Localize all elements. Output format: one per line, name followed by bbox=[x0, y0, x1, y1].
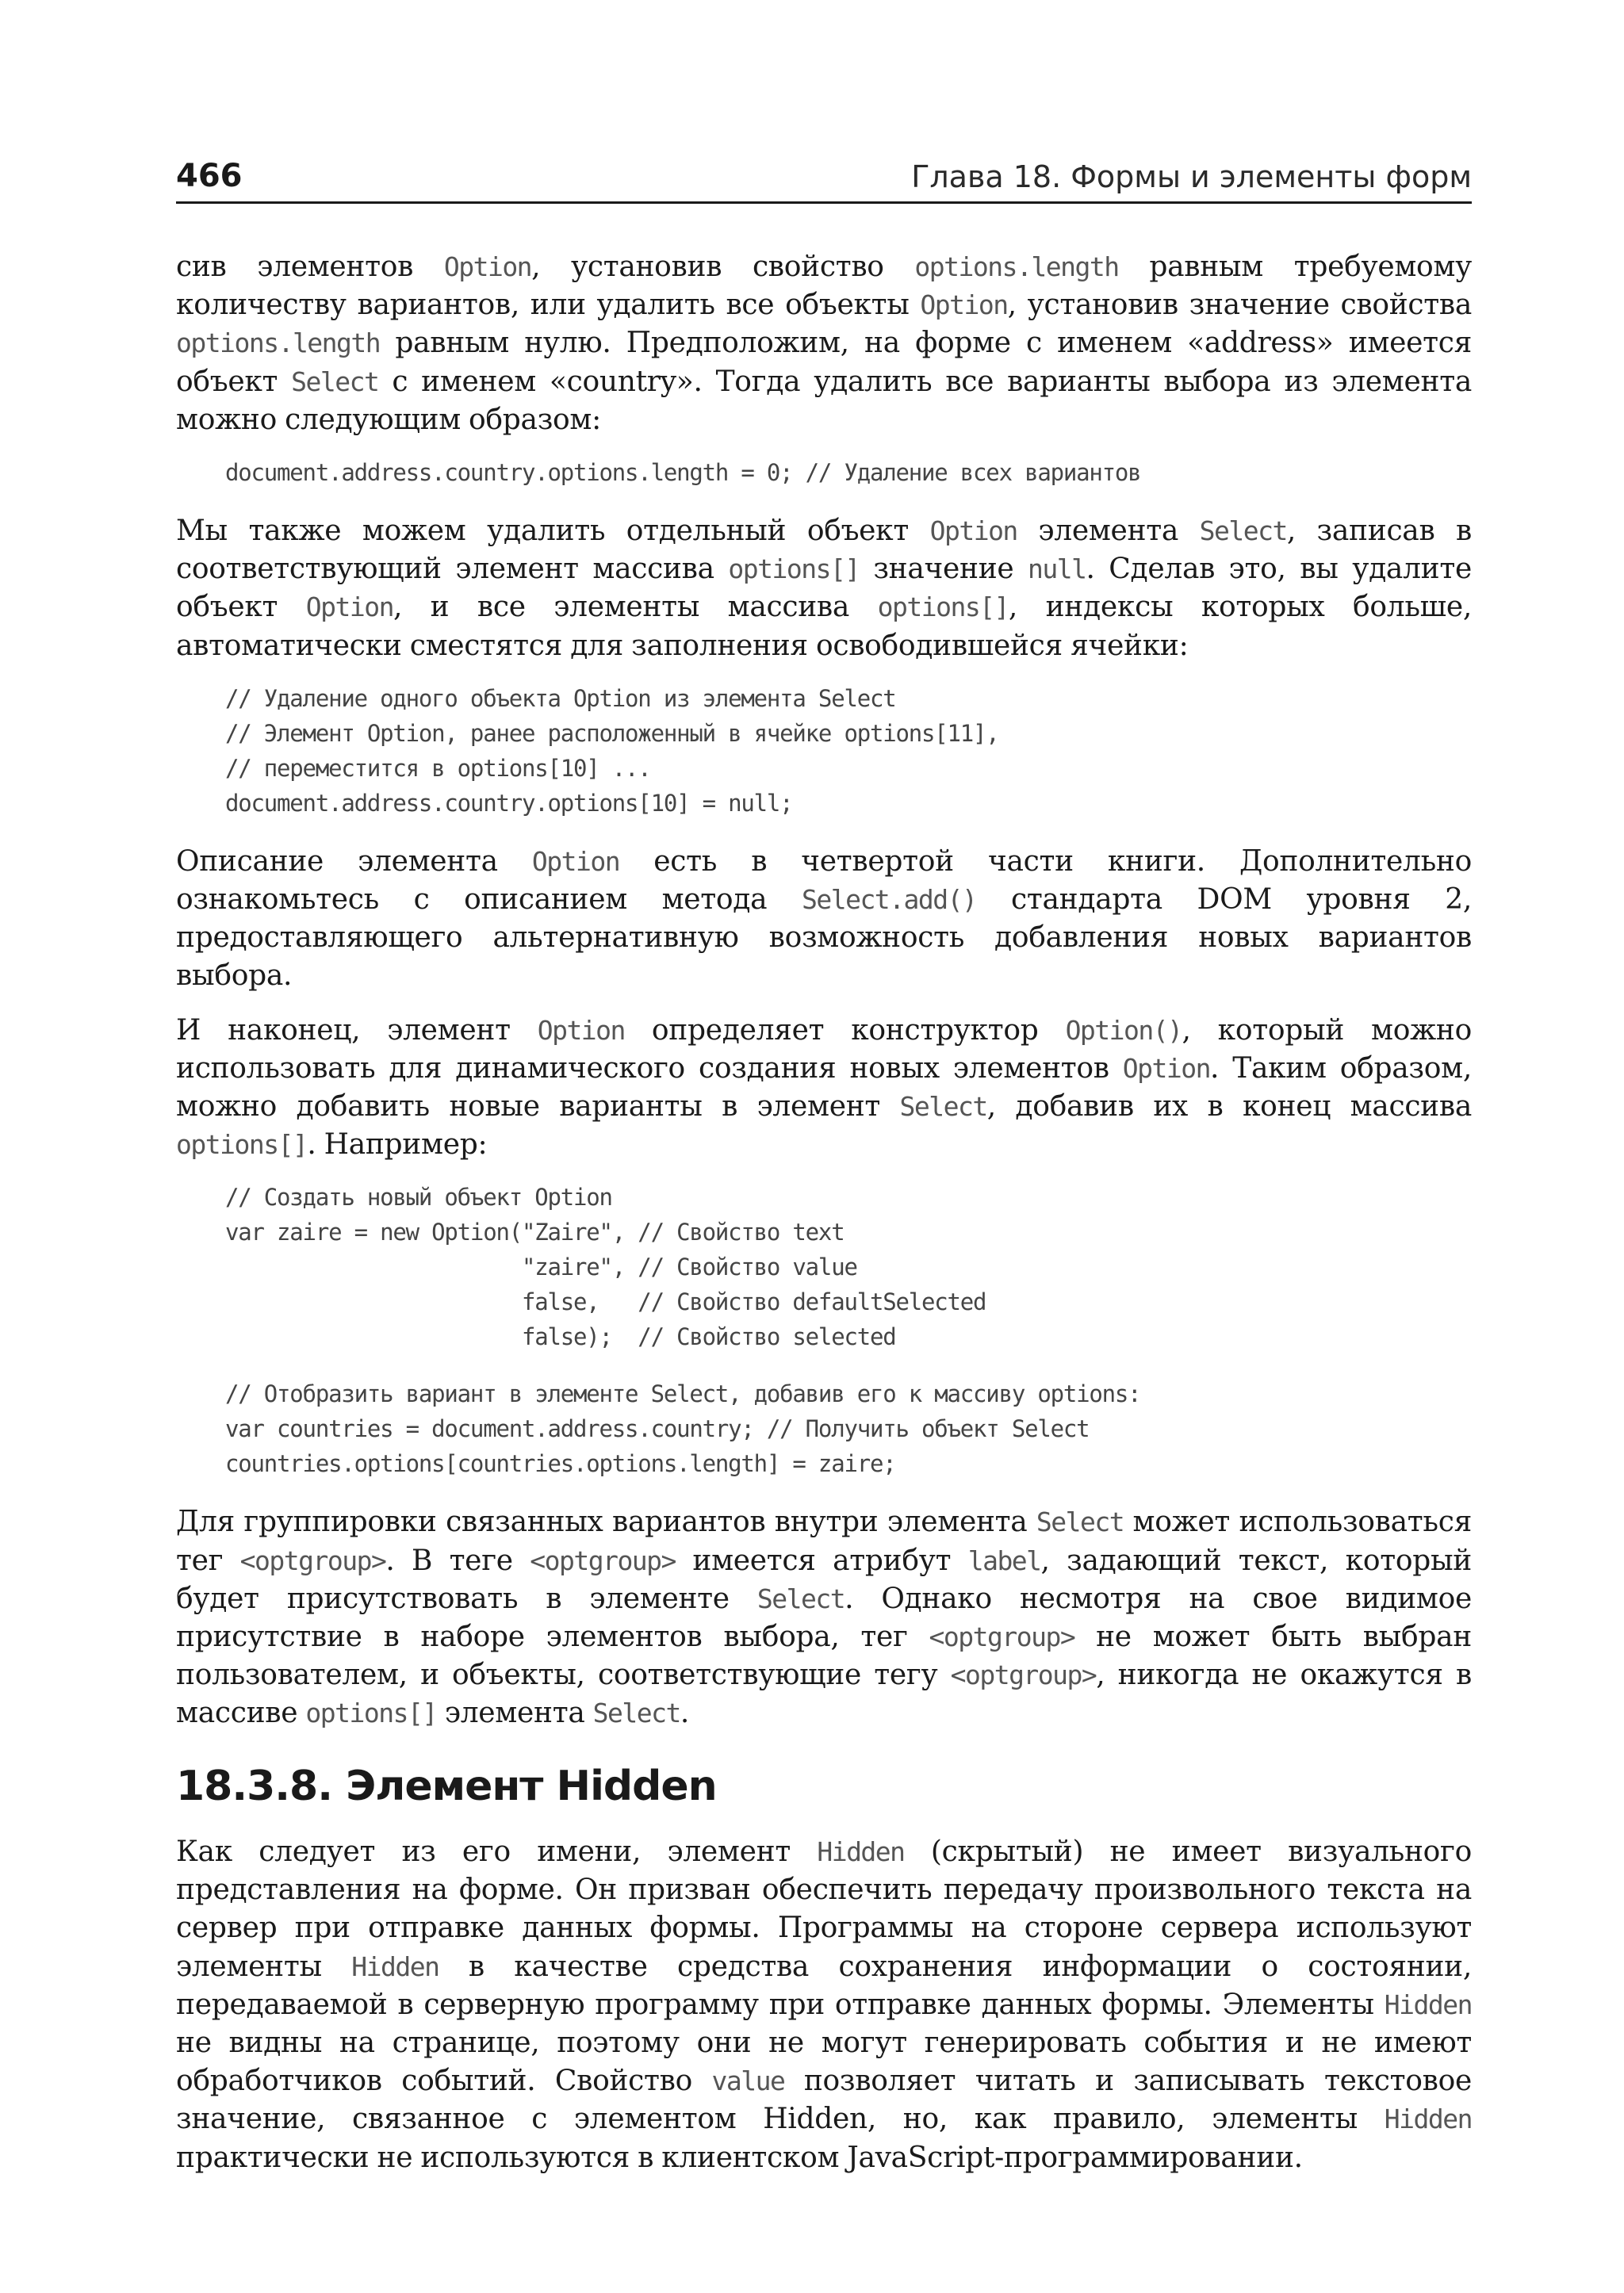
text-run: значение bbox=[859, 553, 1028, 586]
inline-code: Hidden bbox=[1384, 1989, 1472, 2020]
text-run: . Сделав это, вы удалите объект bbox=[176, 553, 1472, 624]
inline-code: Hidden bbox=[1384, 2104, 1472, 2135]
text-run: Мы также можем удалить отдельный объект bbox=[176, 515, 930, 548]
paragraph-optgroup bbox=[176, 1503, 1472, 1732]
inline-code: Select.add() bbox=[801, 884, 977, 916]
text-run: . Однако несмотря на свое видимое присутствие в наборе элементов выбора, тег bbox=[176, 1582, 1472, 1654]
text-run: не может быть выбран пользователем, и объекты, соответствующие тегу bbox=[176, 1621, 1472, 1692]
inline-code: <optgroup> bbox=[530, 1545, 676, 1576]
text-run: элемента bbox=[436, 1697, 593, 1730]
inline-code: Option() bbox=[1065, 1014, 1182, 1046]
inline-code: Select bbox=[899, 1091, 987, 1123]
code-delete-single-option: // Удаление одного объекта Option из элемента Select // Элемент Option, ранее расположенный в ячейке options[11], // переместится в options[10] ... document.address.country.options[10] = null; bbox=[225, 684, 999, 817]
page-body bbox=[176, 248, 1472, 2177]
book-page bbox=[176, 144, 1472, 2193]
inline-code: Hidden bbox=[817, 1836, 905, 1868]
inline-code: options.length bbox=[914, 251, 1119, 282]
text-run: . Таким образом, можно добавить новые варианты в элемент bbox=[176, 1051, 1472, 1124]
text-run: сив элементов bbox=[176, 251, 444, 283]
text-run: Для группировки связанных вариантов внутри элемента bbox=[176, 1506, 1036, 1539]
inline-code: <optgroup> bbox=[950, 1659, 1097, 1691]
inline-code: label bbox=[967, 1545, 1041, 1576]
inline-code: <optgroup> bbox=[239, 1545, 386, 1576]
text-run: , индексы которых больше, автоматически сместятся для заполнения освободившейся ячейки: bbox=[176, 591, 1472, 662]
inline-code: options[] bbox=[176, 1129, 308, 1161]
chapter-title: Глава 18. Формы и элементы форм bbox=[911, 159, 1472, 194]
inline-code: Select bbox=[592, 1698, 680, 1729]
text-run: , добавив их в конец массива bbox=[986, 1090, 1473, 1124]
inline-code: Option bbox=[443, 251, 532, 282]
inline-code: options[] bbox=[728, 553, 860, 585]
text-run: , задающий текст, который будет присутствовать в элементе bbox=[176, 1544, 1473, 1615]
code-create-option: // Создать новый объект Option var zaire = new Option("Zaire", // Свойство text "zaire", // Свойство value false, // Свойство defaultSelected false); // Свойство selected bbox=[225, 1184, 986, 1351]
paragraph-option-constructor bbox=[176, 1012, 1472, 1165]
inline-code: Select bbox=[1199, 515, 1287, 547]
text-run: Описание элемента bbox=[176, 844, 532, 878]
paragraph-option-description bbox=[176, 843, 1472, 996]
text-run: имеется атрибут bbox=[675, 1544, 968, 1577]
text-run: позволяет читать и записывать текстовое значение, связанное с элементом Hidden, но, как правило, элементы bbox=[176, 2065, 1472, 2136]
inline-code: Select bbox=[756, 1583, 845, 1614]
inline-code: Option bbox=[531, 845, 620, 877]
page-number: 466 bbox=[176, 158, 243, 194]
inline-code: Option bbox=[929, 515, 1017, 547]
text-run: практически не используются в клиентском JavaScript-программировании. bbox=[176, 2141, 1303, 2174]
code-append-option: // Отобразить вариант в элементе Select, добавив его к массиву options: var countries = document.address.country; // Получить объект Select countries.options[countries.options.length] = zaire; bbox=[225, 1380, 1141, 1478]
text-run: с именем «country». Тогда удалить все варианты выбора из элемента можно следующим образом: bbox=[176, 365, 1472, 436]
text-run: элемента bbox=[1017, 515, 1200, 548]
text-run: , никогда не окажутся в массиве bbox=[176, 1659, 1473, 1730]
inline-code: options[] bbox=[305, 1698, 437, 1729]
inline-code: <optgroup> bbox=[929, 1621, 1075, 1653]
running-header bbox=[176, 144, 1472, 204]
text-run: не видны на странице, поэтому они не могут генерировать события и не имеют обработчиков событий. Свойство bbox=[176, 2027, 1472, 2098]
text-run: , установив значение свойства bbox=[1007, 289, 1473, 322]
paragraph-options-length bbox=[176, 248, 1472, 439]
inline-code: Select bbox=[291, 366, 379, 397]
inline-code: Option bbox=[305, 591, 393, 623]
inline-code: Option bbox=[920, 289, 1008, 321]
text-run: . В теге bbox=[385, 1544, 530, 1577]
text-run: может использоваться тег bbox=[176, 1506, 1472, 1577]
text-run: Как следует из его имени, элемент bbox=[176, 1836, 818, 1869]
inline-code: Option bbox=[537, 1014, 625, 1046]
inline-code: null bbox=[1028, 553, 1086, 585]
inline-code: Select bbox=[1036, 1506, 1124, 1538]
text-run: определяет конструктор bbox=[624, 1013, 1066, 1047]
text-run: стандарта DOM уровня 2, предоставляющего альтернативную возможность добавления новых вариантов выбора. bbox=[176, 883, 1473, 993]
section-heading-hidden: 18.3.8. Элемент Hidden bbox=[176, 1762, 717, 1810]
inline-code: options.length bbox=[176, 327, 381, 359]
text-run: равным требуемому количеству вариантов, или удалить все объекты bbox=[176, 251, 1473, 322]
text-run: равным нулю. Предположим, на форме с именем «address» имеется объект bbox=[176, 327, 1472, 398]
paragraph-delete-single-option bbox=[176, 512, 1472, 665]
inline-code: options[] bbox=[877, 591, 1009, 623]
text-run: . Например: bbox=[307, 1128, 488, 1162]
code-delete-all-options: document.address.country.options.length = 0; // Удаление всех вариантов bbox=[225, 459, 1141, 487]
text-run: в качестве средства сохранения информации о состоянии, передаваемой в серверную программу при отправке данных формы. Элементы bbox=[176, 1950, 1473, 2021]
text-run: , записав в соответствующий элемент массива bbox=[176, 515, 1472, 586]
inline-code: Option bbox=[1122, 1052, 1211, 1084]
inline-code: value bbox=[711, 2065, 785, 2097]
text-run: , и все элементы массива bbox=[393, 591, 878, 624]
paragraph-hidden-element bbox=[176, 1833, 1472, 2177]
text-run: , установив свойство bbox=[531, 251, 915, 283]
text-run: И наконец, элемент bbox=[176, 1013, 538, 1047]
inline-code: Hidden bbox=[351, 1950, 439, 1982]
text-run: есть в четвертой части книги. Дополнительно ознакомьтесь с описанием метода bbox=[176, 844, 1472, 917]
text-run: (скрытый) не имеет визуального представления на форме. Он призван обеспечить передачу произвольного текста на сервер при отправке данных формы. Программы на стороне сервера используют элементы bbox=[176, 1836, 1472, 1983]
text-run: , который можно использовать для динамического создания новых элементов bbox=[176, 1013, 1472, 1085]
text-run: . bbox=[680, 1697, 689, 1730]
